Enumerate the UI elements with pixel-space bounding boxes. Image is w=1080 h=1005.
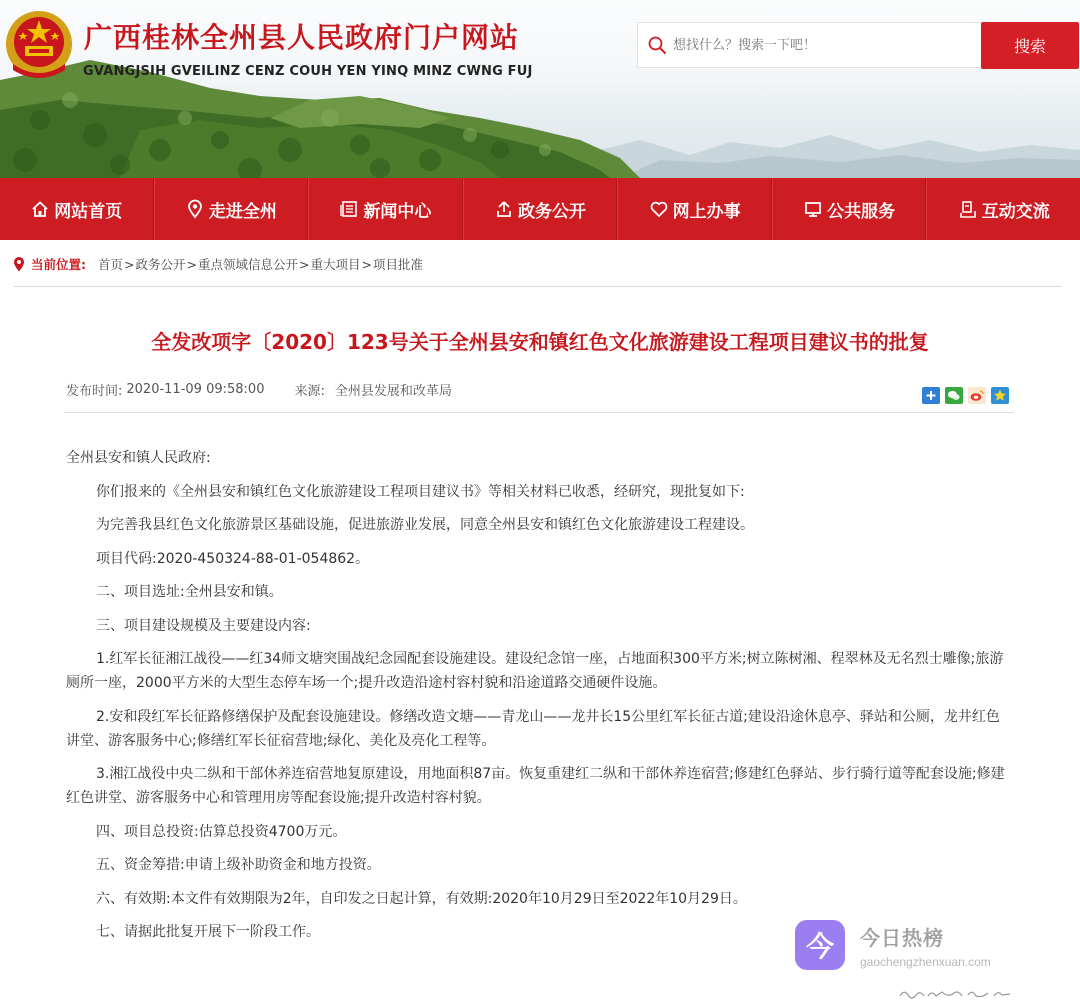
nav-item-label: 新闻中心 (363, 201, 432, 222)
nav-item-label: 互动交流 (981, 201, 1050, 222)
nav-item-label: 走进全州 (208, 201, 277, 222)
article-paragraph: 2.安和段红军长征路修缮保护及配套设施建设。修缮改造文塘——青龙山——龙井长15公里红军长征古道;建设沿途休息亭、驿站和公厕，龙井红色讲堂、游客服务中心;修缮红军长征宿营地;绿化、美化及亮化工程等。 (66, 708, 1000, 749)
heart-icon (649, 199, 669, 219)
nav-item-label: 网站首页 (54, 201, 123, 222)
breadcrumb (12, 252, 423, 276)
nav-item-label: 公共服务 (827, 201, 896, 222)
search-icon (647, 35, 667, 55)
article-paragraph: 为完善我县红色文化旅游景区基础设施，促进旅游业发展，同意全州县安和镇红色文化旅游建设工程建设。 (96, 517, 754, 533)
nav-item-gov-affairs[interactable] (463, 178, 618, 240)
plus-share-icon[interactable] (922, 387, 940, 404)
chat-icon (958, 199, 978, 219)
site-header (0, 0, 1080, 178)
breadcrumb-separator: > (299, 256, 310, 272)
breadcrumb-home[interactable]: 首页 (98, 257, 124, 272)
article-paragraph: 你们报来的《全州县安和镇红色文化旅游建设工程项目建议书》等相关材料已收悉，经研究，现批复如下: (96, 483, 745, 500)
source-label: 来源: (294, 384, 325, 399)
news-icon (339, 199, 359, 219)
publish-time-label: 发布时间: (66, 384, 123, 399)
article-paragraph: 1.红军长征湘江战役——红34师文塘突围战纪念园配套设施建设。建设纪念馆一座，占地面积300平方米;树立陈树湘、程翠林及无名烈士雕像;旅游厕所一座，2000平方米的大型生态停车场一个;提升改造沿途村容村貌和沿途道路交通硬件设施。 (66, 651, 1004, 691)
site-title: 广西桂林全州县人民政府门户网站 (84, 21, 520, 54)
main-nav (0, 178, 1080, 240)
watermark (795, 920, 991, 970)
nav-item-online-services[interactable] (617, 178, 772, 240)
breadcrumb-separator: > (124, 256, 135, 272)
breadcrumb-separator: > (186, 256, 197, 272)
nav-item-label: 网上办事 (672, 201, 741, 222)
nav-item-interaction[interactable] (926, 178, 1080, 240)
watermark-logo: 今 (795, 920, 845, 970)
breadcrumb-gov-affairs[interactable]: 政务公开 (135, 257, 186, 272)
article-body (66, 446, 1012, 954)
article-meta (66, 380, 452, 399)
breadcrumb-major-projects[interactable]: 重大项目 (310, 257, 361, 272)
map-pin-icon (12, 256, 26, 272)
nav-item-label: 政务公开 (518, 201, 587, 222)
share-bar (922, 387, 1009, 404)
divider (64, 412, 1014, 413)
search-input[interactable] (673, 30, 973, 60)
article-paragraph: 四、项目总投资:估算总投资4700万元。 (96, 823, 347, 840)
publish-time: 2020-11-09 09:58:00 (126, 382, 265, 397)
article-paragraph: 3.湘江战役中央二纵和干部休养连宿营地复原建设，用地面积87亩。恢复重建红二纵和干部休养连宿营;修建红色驿站、步行骑行道等配套设施;修建红色讲堂、游客服务中心和管理用房等配套设施;提升改造村容村貌。 (66, 766, 1005, 806)
breadcrumb-separator: > (361, 256, 372, 272)
national-emblem-logo (3, 4, 75, 84)
favorite-star-icon[interactable] (991, 387, 1009, 404)
home-icon (30, 199, 50, 219)
site-subtitle: GVANGJSIH GVEILINZ CENZ COUH YEN YINQ MINZ CWNG FUJ (83, 64, 533, 79)
wechat-share-icon[interactable] (945, 387, 963, 404)
article-paragraph: 三、项目建设规模及主要建设内容: (96, 617, 311, 634)
article-paragraph: 五、资金筹措:申请上级补助资金和地方投资。 (96, 857, 381, 873)
nav-item-news[interactable] (308, 178, 463, 240)
nav-item-public-services[interactable] (772, 178, 927, 240)
breadcrumb-key-areas[interactable]: 重点领域信息公开 (198, 257, 299, 272)
article-title: 全发改项字〔2020〕123号关于全州县安和镇红色文化旅游建设工程项目建议书的批复 (151, 330, 929, 354)
watermark-name: 今日热榜 (860, 925, 944, 950)
nav-item-about[interactable] (154, 178, 309, 240)
location-icon (185, 199, 205, 219)
source-value: 全州县发展和改革局 (334, 384, 452, 399)
signature-scribble (898, 986, 1016, 1002)
search-button[interactable]: 搜索 (981, 22, 1079, 69)
divider (14, 286, 1062, 287)
salutation: 全州县安和镇人民政府: (66, 450, 211, 466)
article-paragraph: 六、有效期:本文件有效期限为2年，自印发之日起计算，有效期:2020年10月29日至2022年10月29日。 (96, 890, 747, 907)
weibo-share-icon[interactable] (968, 387, 986, 404)
search-box (637, 22, 980, 68)
article-paragraph: 二、项目选址:全州县安和镇。 (96, 584, 283, 600)
article-paragraph: 七、请据此批复开展下一阶段工作。 (96, 924, 320, 940)
watermark-url: gaochengzhenxuan.com (860, 954, 991, 969)
breadcrumb-project-approval[interactable]: 项目批准 (373, 257, 424, 272)
article-paragraph: 项目代码:2020-450324-88-01-054862。 (96, 550, 370, 567)
monitor-icon (803, 199, 823, 219)
upload-icon (494, 199, 514, 219)
nav-item-home[interactable] (0, 178, 154, 240)
breadcrumb-label: 当前位置: (31, 257, 86, 272)
